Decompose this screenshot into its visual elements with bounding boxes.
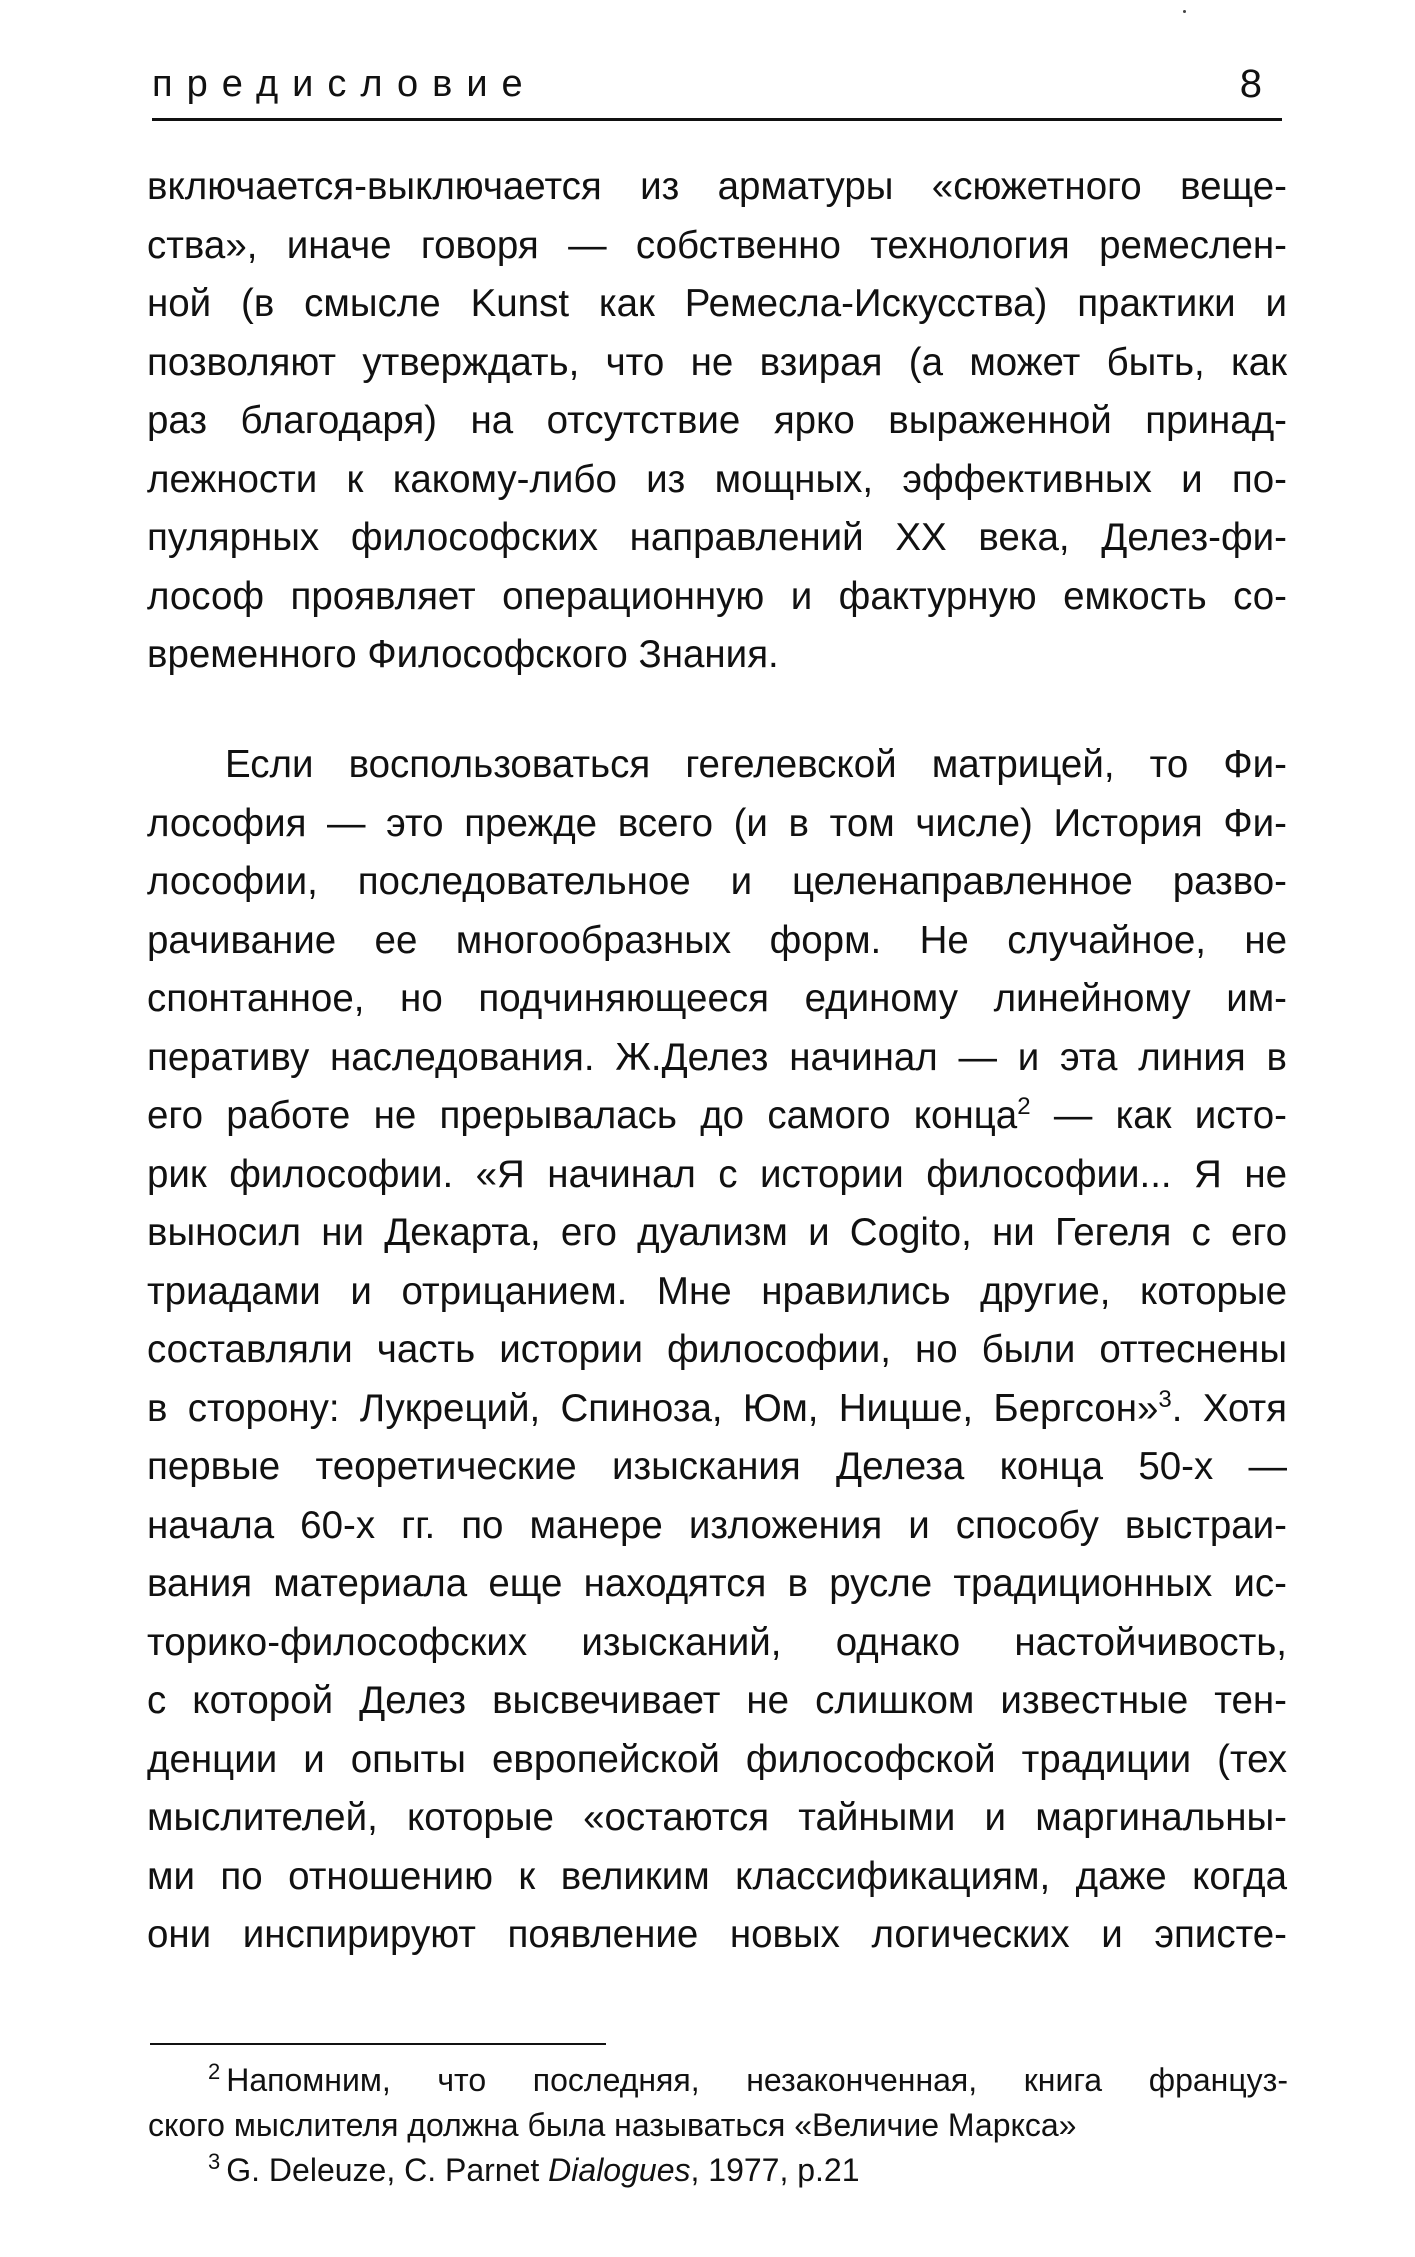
text-line: триадами и отрицанием. Мне нравились другие, которые [147, 1269, 1287, 1313]
page-number: 8 [1239, 62, 1262, 106]
paragraph-2 [147, 736, 1287, 1965]
footnote-ref-3: 3 [1158, 1385, 1172, 1413]
text-line: ми по отношению к великим классификациям, даже когда [147, 1854, 1287, 1898]
text-line: первые теоретические изыскания Делеза конца 50-х — [147, 1445, 1287, 1488]
text-line: ства», иначе говоря — собственно технология ремеслен- [147, 223, 1287, 267]
footnote-3-rest: , 1977, p.21 [690, 2152, 860, 2188]
footnote-2 [148, 2058, 1288, 2103]
text-line: Если воспользоваться гегелевской матрицей, то Фи- [225, 743, 1287, 786]
footnote-3-authors: G. Deleuze, C. Parnet [226, 2152, 549, 2188]
text-line: мыслителей, которые «остаются тайными и маргинальны- [147, 1796, 1287, 1839]
text-line: денции и опыты европейской философской традиции (тех [147, 1737, 1287, 1781]
text-line: раз благодаря) на отсутствие ярко выраженной принад- [147, 399, 1287, 442]
scan-speck [1183, 10, 1186, 13]
text-line: спонтанное, но подчиняющееся единому линейному им- [147, 977, 1287, 1020]
text-line: временного Философского Знания. [147, 633, 779, 676]
text-line: они инспирируют появление новых логических и эписте- [147, 1913, 1287, 1956]
footnote-3 [148, 2148, 1288, 2193]
footnote-ref-2: 2 [1017, 1093, 1031, 1120]
footnote-2-mark: 2 [208, 2059, 221, 2084]
text-line: ной (в смысле Kunst как Ремесла-Искусства) практики и [147, 282, 1287, 325]
text-line: вания материала еще находятся в русле традиционных ис- [147, 1562, 1287, 1605]
text-line: пулярных философских направлений XX века, Делез-фи- [147, 516, 1287, 559]
footnote-3-mark: 3 [208, 2149, 221, 2174]
text-line: лософ проявляет операционную и фактурную емкость со- [147, 574, 1287, 618]
text-line: лософии, последовательное и целенаправленное разво- [147, 860, 1287, 903]
text-line: составляли часть истории философии, но были оттеснены [147, 1328, 1287, 1371]
text-line: лософия — это прежде всего (и в том числе) История Фи- [147, 801, 1287, 845]
text-line-with-footnote-2 [147, 1087, 1287, 1146]
text-line: перативу наследования. Ж.Делез начинал — и эта линия в [147, 1035, 1287, 1079]
text-line: лежности к какому-либо из мощных, эффективных и по- [147, 457, 1287, 501]
text-line: торико-философских изысканий, однако настойчивость, [147, 1620, 1287, 1664]
text-fragment: — как исто- [1030, 1094, 1287, 1137]
text-line: включается-выключается из арматуры «сюжетного веще- [147, 165, 1287, 208]
text-line-with-footnote-3 [147, 1380, 1287, 1439]
footnote-2-continuation: ского мыслителя должна была называться «Величие Маркса» [148, 2107, 1077, 2143]
paragraph-1 [147, 158, 1287, 685]
text-line: рачивание ее многообразных форм. Не случайное, не [147, 918, 1287, 962]
footnote-2-text: Напомним, что последняя, незаконченная, книга француз- [226, 2062, 1288, 2098]
page-header [152, 62, 1282, 121]
text-line: позволяют утверждать, что не взирая (а может быть, как [147, 340, 1287, 384]
text-line: с которой Делез высвечивает не слишком известные тен- [147, 1679, 1287, 1722]
footnote-separator [150, 2043, 606, 2045]
text-line: начала 60-х гг. по манере изложения и способу выстраи- [147, 1503, 1287, 1547]
text-line: выносил ни Декарта, его дуализм и Cogito, ни Гегеля с его [147, 1211, 1287, 1254]
text-fragment: его работе не прерывалась до самого конца [147, 1094, 1018, 1137]
text-fragment: в сторону: Лукреций, Спиноза, Юм, Ницше, Бергсон» [147, 1386, 1159, 1430]
running-head: предисловие [152, 63, 537, 105]
text-fragment: . Хотя [1171, 1386, 1288, 1430]
footnotes [148, 2058, 1288, 2193]
footnote-3-title: Dialogues [548, 2152, 691, 2188]
text-line: рик философии. «Я начинал с истории философии... Я не [147, 1152, 1287, 1196]
